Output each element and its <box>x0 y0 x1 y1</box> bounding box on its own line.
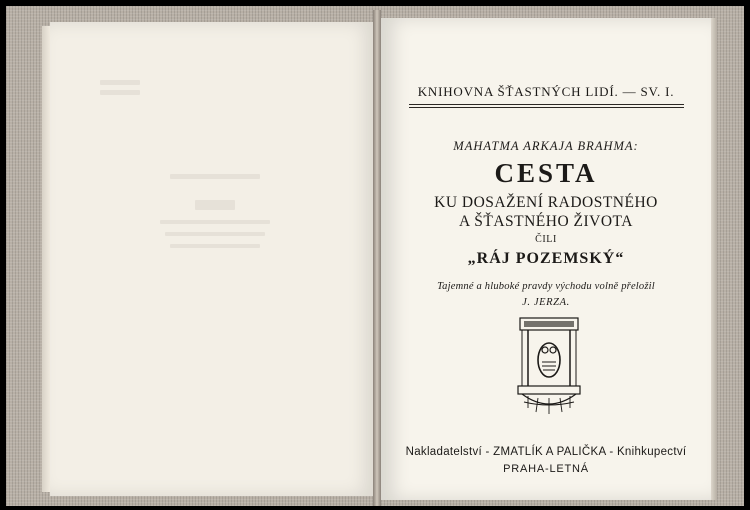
author-name: MAHATMA ARKAJA BRAHMA: <box>453 139 639 153</box>
subtitle-line-2: A ŠŤASTNÉHO ŽIVOTA <box>459 213 633 230</box>
title-page <box>381 18 711 500</box>
description-line: Tajemné a hluboké pravdy východu volně přeložil <box>437 281 655 292</box>
book-gutter <box>373 10 381 506</box>
translator-name: J. JERZA. <box>522 297 570 308</box>
double-rule-bottom <box>409 107 684 108</box>
owl-logo-icon <box>514 316 584 416</box>
show-through-mark <box>100 90 140 95</box>
show-through-mark <box>165 232 265 236</box>
show-through-mark <box>170 174 260 179</box>
alternate-title: „RÁJ POZEMSKÝ“ <box>467 250 625 267</box>
conjunction: ČILI <box>535 234 557 245</box>
publisher-line: Nakladatelství - ZMATLÍK A PALIČKA - Knihkupectví <box>405 446 687 458</box>
show-through-mark <box>160 220 270 224</box>
book-title: CESTA <box>494 158 598 188</box>
left-endpaper <box>50 22 375 496</box>
page-edge <box>711 18 717 500</box>
subtitle-line-1: KU DOSAŽENÍ RADOSTNÉHO <box>434 194 658 211</box>
show-through-mark <box>170 244 260 248</box>
show-through-mark <box>100 80 140 85</box>
double-rule-top <box>409 104 684 105</box>
show-through-mark <box>195 200 235 210</box>
publisher-place: PRAHA-LETNÁ <box>503 463 589 475</box>
series-title: KNIHOVNA ŠŤASTNÝCH LIDÍ. — SV. I. <box>417 84 675 99</box>
